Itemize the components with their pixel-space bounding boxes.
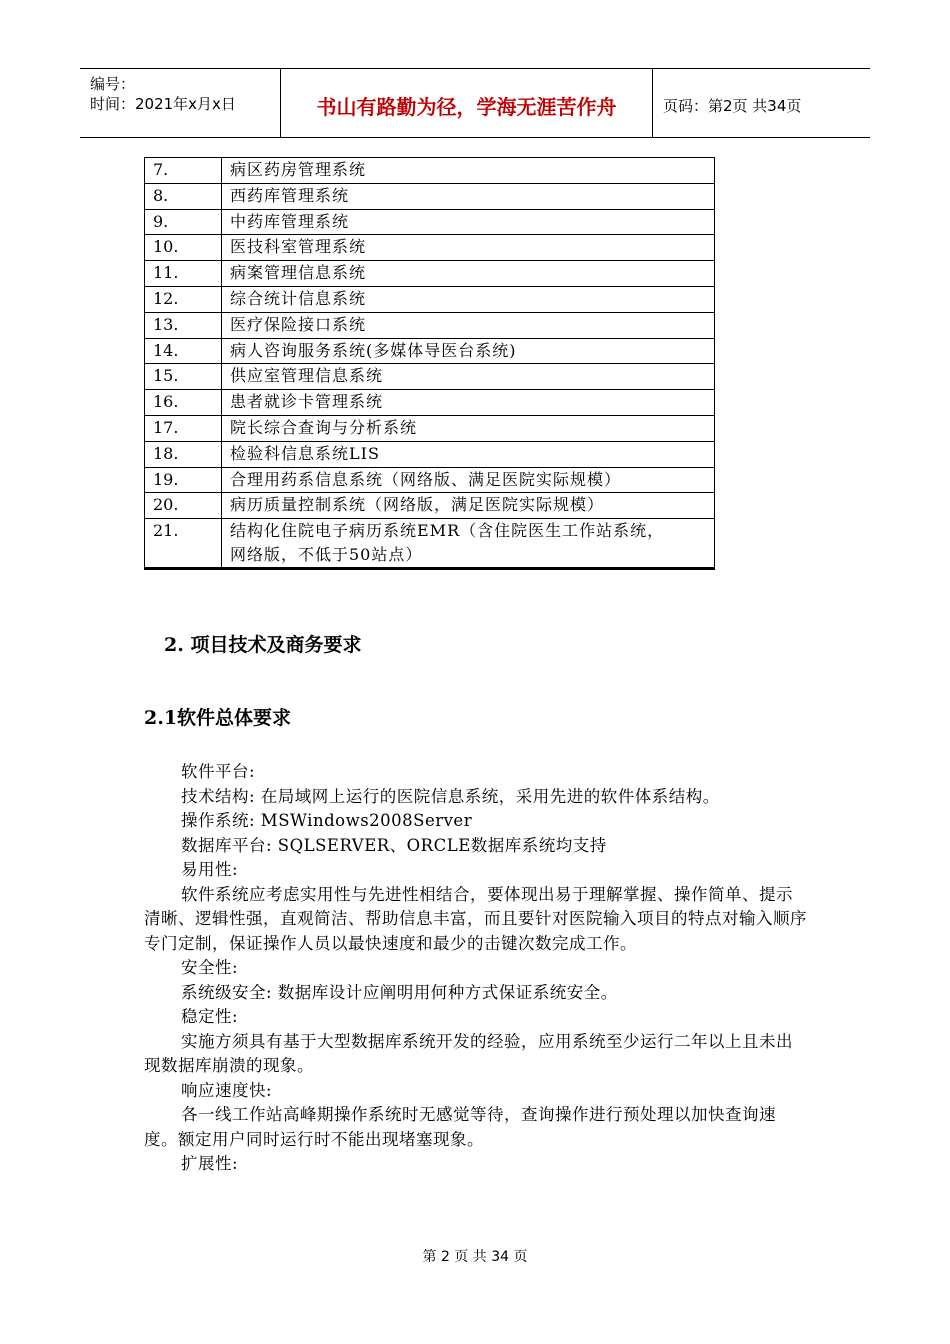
row-num: 7.	[145, 158, 222, 184]
table-row	[145, 235, 715, 261]
row-name: 院长综合查询与分析系统	[222, 415, 715, 441]
table-row	[145, 158, 715, 184]
row-name: 合理用药系信息系统（网络版、满足医院实际规模）	[222, 467, 715, 493]
paragraph: 操作系统: MSWindows2008Server	[181, 811, 473, 830]
row-num: 16.	[145, 390, 222, 416]
page-footer: 第 2 页 共 34 页	[422, 1249, 528, 1265]
paragraph: 软件平台:	[181, 762, 256, 781]
table-row	[145, 441, 715, 467]
row-num: 14.	[145, 338, 222, 364]
row-name: 医技科室管理系统	[222, 235, 715, 261]
row-num: 10.	[145, 235, 222, 261]
row-name: 医疗保险接口系统	[222, 312, 715, 338]
row-name: 患者就诊卡管理系统	[222, 390, 715, 416]
body-text	[144, 760, 809, 1177]
row-num: 8.	[145, 183, 222, 209]
row-name-line2: 网络版，不低于50站点）	[230, 545, 423, 565]
row-name: 检验科信息系统LIS	[222, 441, 715, 467]
header-right	[653, 69, 870, 137]
paragraph: 各一线工作站高峰期操作系统时无感觉等待，查询操作进行预处理以加快查询速度。额定用户同时运行时不能出现堵塞现象。	[144, 1105, 776, 1149]
row-name	[222, 519, 715, 569]
row-num: 12.	[145, 286, 222, 312]
row-name-line1: 结构化住院电子病历系统EMR（含住院医生工作站系统，	[230, 521, 665, 541]
row-num: 9.	[145, 209, 222, 235]
table-row	[145, 390, 715, 416]
number-label: 编号：	[90, 75, 136, 93]
table-row	[145, 415, 715, 441]
row-name: 中药库管理系统	[222, 209, 715, 235]
row-name: 病人咨询服务系统(多媒体导医台系统)	[222, 338, 715, 364]
paragraph: 系统级安全: 数据库设计应阐明用何种方式保证系统安全。	[181, 982, 618, 1002]
table-row	[145, 364, 715, 390]
paragraph: 响应速度快:	[181, 1080, 273, 1100]
paragraph: 实施方须具有基于大型数据库系统开发的经验，应用系统至少运行二年以上且未出现数据库崩溃的现象。	[144, 1031, 793, 1075]
row-name: 病区药房管理系统	[222, 158, 715, 184]
row-num: 21.	[145, 519, 222, 569]
row-num: 18.	[145, 441, 222, 467]
section-heading-2: 2. 项目技术及商务要求	[164, 634, 362, 656]
paragraph: 稳定性:	[181, 1007, 239, 1026]
table-row	[145, 338, 715, 364]
table-row	[145, 467, 715, 493]
table-row	[145, 286, 715, 312]
paragraph: 数据库平台: SQLSERVER、ORCLE数据库系统均支持	[181, 835, 607, 855]
paragraph: 安全性:	[181, 958, 239, 977]
row-num: 13.	[145, 312, 222, 338]
row-name: 西药库管理系统	[222, 183, 715, 209]
table-row	[145, 493, 715, 519]
row-num: 19.	[145, 467, 222, 493]
row-num: 20.	[145, 493, 222, 519]
paragraph: 易用性:	[181, 860, 239, 879]
row-name: 病历质量控制系统（网络版，满足医院实际规模）	[222, 493, 715, 519]
table-row	[145, 261, 715, 287]
page-info: 页码：第2页 共34页	[663, 97, 802, 115]
paragraph: 扩展性:	[181, 1154, 239, 1173]
row-name: 病案管理信息系统	[222, 261, 715, 287]
header-left	[80, 69, 281, 137]
header-motto-cell	[281, 69, 653, 137]
table-row	[145, 183, 715, 209]
motto: 书山有路勤为径，学海无涯苦作舟	[316, 95, 617, 119]
table-row	[145, 209, 715, 235]
row-name: 供应室管理信息系统	[222, 364, 715, 390]
row-num: 11.	[145, 261, 222, 287]
row-name: 综合统计信息系统	[222, 286, 715, 312]
table-row	[145, 312, 715, 338]
paragraph: 软件系统应考虑实用性与先进性相结合，要体现出易于理解掌握、操作简单、提示清晰、逻辑性强，直观简洁、帮助信息丰富，而且要针对医院输入项目的特点对输入顺序专门定制，保证操作人员以最快速度和最少的击键次数完成工作。	[144, 884, 807, 953]
row-num: 15.	[145, 364, 222, 390]
page-header	[80, 68, 870, 138]
paragraph: 技术结构: 在局域网上运行的医院信息系统，采用先进的软件体系结构。	[181, 786, 720, 806]
systems-table	[144, 157, 715, 570]
date-label: 时间：2021年x月x日	[90, 95, 236, 113]
table-row	[145, 519, 715, 569]
section-heading-2-1: 2.1软件总体要求	[144, 707, 292, 729]
row-num: 17.	[145, 415, 222, 441]
